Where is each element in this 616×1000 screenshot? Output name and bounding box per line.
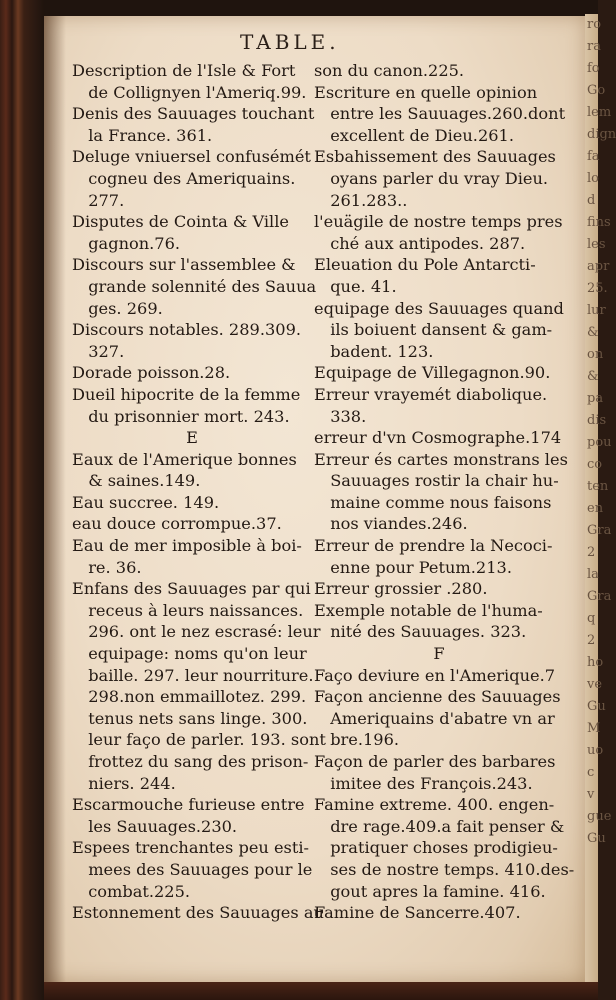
index-entry-line: badent. 123. [314,341,434,361]
index-entry-line: niers. 244. [72,773,176,793]
index-entry-line: erreur d'vn Cosmographe.174 [314,428,562,448]
index-entry-line: imitee des François.243. [314,773,533,793]
adjacent-page-fragment: ra [587,39,601,54]
index-entry-line: son du canon.225. [314,61,465,80]
index-entry-line: ils boiuent dansent & gam- [314,320,553,340]
index-entry-line: Faço deviure en l'Amerique.7 [314,665,556,685]
adjacent-page-fragment: 2 [587,545,596,560]
index-entry-line: Exemple notable de l'huma- [314,600,543,620]
index-entry-line: maine comme nous faisons [314,492,552,512]
index-entry-line: Esbahissement des Sauuages [314,147,556,167]
adjacent-page-fragment: Gu [587,831,606,846]
index-entry-line: que. 41. [314,276,397,296]
index-entry-line: gagnon.76. [72,233,181,253]
index-entry-line: Erreur vrayemét diabolique. [314,384,548,404]
index-entry-line: bre.196. [314,730,400,750]
adjacent-page-fragment: d [587,193,596,208]
index-entry-line: 277. [72,190,125,210]
index-entry-line: grande solennité des Sauua [72,276,317,296]
index-entry-line: les Sauuages.230. [72,816,238,836]
index-entry-line: la France. 361. [72,125,213,145]
index-entry-line: Eaux de l'Amerique bonnes [72,449,297,469]
index-entry-line: Dorade poisson.28. [72,363,231,383]
index-entry-line: dre rage.409.a fait penser & [314,816,565,836]
adjacent-page-fragment: v [587,787,595,802]
adjacent-page-fragment: fa [587,149,600,164]
index-entry-line: Famine extreme. 400. engen- [314,795,555,815]
index-entry-line: ges. 269. [72,298,163,318]
adjacent-page-fragment: & [587,325,599,340]
adjacent-page-fragment: lo [587,171,599,186]
index-entry-line: Discours sur l'assemblee & [72,255,296,275]
index-entry-line: du prisonnier mort. 243. [72,406,290,426]
index-entry-line: tenus nets sans linge. 300. [72,708,308,728]
adjacent-page-fragment: c [587,765,595,780]
index-entry-line: Escarmouche furieuse entre [72,795,305,815]
adjacent-page-fragment: on [587,347,604,362]
right-index-column [314,60,575,924]
adjacent-page-fragment: pa [587,391,604,406]
index-entry-line: Espees trenchantes peu esti- [72,838,310,858]
index-entry-line: receus à leurs naissances. [72,600,304,620]
index-entry-line: 296. ont le nez escrasé: leur [72,622,321,642]
section-letter: E [186,428,198,448]
index-entry-line: Eau de mer imposible à boi- [72,536,302,556]
index-entry-line: gout apres la famine. 416. [314,881,546,901]
index-entry-line: Eau succree. 149. [72,492,220,512]
adjacent-page-fragment: q [587,611,596,626]
adjacent-page-fragment: fo [587,61,600,76]
adjacent-page-fragment: Gra [587,589,612,604]
adjacent-page-fragment: ve [587,677,603,692]
index-entry-line: Denis des Sauuages touchant [72,104,315,124]
index-entry-line: Enfans des Sauuages par qui [72,579,311,599]
index-entry-line: eau douce corrompue.37. [72,514,282,534]
index-entry-line: ché aux antipodes. 287. [314,233,526,253]
index-entry-line: Ameriquains d'abatre vn ar [314,708,555,728]
adjacent-page-fragment: & [587,369,599,384]
index-entry-line: Disputes de Cointa & Ville [72,212,289,232]
index-entry-line: 261.283.. [314,190,408,210]
adjacent-page-fragment: uo [587,743,604,758]
adjacent-page-fragment: lur [587,303,606,318]
adjacent-page-fragment: fins [587,215,611,230]
adjacent-page-fragment: co [587,457,603,472]
index-entry-line: 338. [314,406,367,426]
adjacent-page-fragment: les [587,237,606,252]
adjacent-page-fragment: Gra [587,523,612,538]
left-index-column [72,60,326,924]
adjacent-page-fragment: en [587,501,604,516]
index-entry-line: leur faço de parler. 193. sont [72,730,326,750]
index-entry-line: Famine de Sancerre.407. [314,903,521,923]
adjacent-page-fragment: gue [587,809,612,824]
index-entry-line: oyans parler du vray Dieu. [314,168,549,188]
index-entry-line: Estonnement des Sauuages au [72,903,324,923]
index-entry-line: mees des Sauuages pour le [72,859,313,879]
index-entry-line: Escriture en quelle opinion [314,82,538,102]
index-entry-line: excellent de Dieu.261. [314,125,514,145]
index-entry-line: Discours notables. 289.309. [72,320,302,340]
page-header: TABLE. [240,30,340,54]
index-entry-line: baille. 297. leur nourriture. [72,665,314,685]
adjacent-page-fragment: Gu [587,699,606,714]
index-entry-line: Sauuages rostir la chair hu- [314,471,559,491]
index-entry-line: frottez du sang des prison- [72,752,309,771]
adjacent-page-fragment: ho [587,655,604,670]
index-entry-line: 327. [72,341,125,361]
index-entry-line: de Collignyen l'Ameriq.99. [72,82,307,102]
index-entry-line: re. 36. [72,557,142,577]
index-entry-line: 298.non emmaillotez. 299. [72,687,307,707]
index-entry-line: equipage des Sauuages quand [314,298,564,318]
index-entry-line: ses de nostre temps. 410.des- [314,859,575,879]
adjacent-page-fragment: la [587,567,599,582]
index-entry-line: l'euägile de nostre temps pres [314,212,563,232]
adjacent-page-fragment: 25. [587,281,608,296]
index-entry-line: Dueil hipocrite de la femme [72,384,301,404]
adjacent-page-fragment: ro [587,17,602,32]
index-entry-line: entre les Sauuages.260.dont [314,104,566,124]
index-entry-line: nité des Sauuages. 323. [314,622,527,642]
index-entry-line: combat.225. [72,881,191,901]
index-entry-line: Erreur és cartes monstrans les [314,449,568,469]
index-entry-line: enne pour Petum.213. [314,557,512,577]
book-cover-edge [44,982,598,1000]
index-entry-line: Eleuation du Pole Antarcti- [314,255,536,275]
adjacent-page-fragment: apr [587,259,610,274]
adjacent-page-fragment: 2 [587,633,596,648]
index-entry-line: equipage: noms qu'on leur [72,644,307,664]
adjacent-page-fragment: dis [587,413,607,428]
adjacent-page-fragment: ten [587,479,609,494]
index-entry-line: Erreur de prendre la Necoci- [314,536,553,556]
adjacent-page-fragment: dign [587,127,616,142]
adjacent-page-fragment: pou [587,435,612,450]
adjacent-page-fragment: M [587,721,601,736]
index-entry-line: Façon de parler des barbares [314,752,556,771]
index-entry-line: & saines.149. [72,471,201,491]
index-entry-line: cogneu des Ameriquains. [72,168,296,188]
index-entry-line: Deluge vniuersel confusémét [72,147,311,167]
adjacent-page-edge [585,14,616,984]
binding-gutter [44,16,66,982]
adjacent-page-fragment: lem [587,105,612,120]
index-entry-line: Façon ancienne des Sauuages [314,687,561,707]
section-letter: F [433,644,445,664]
index-entry-line: Description de l'Isle & Fort [72,61,296,80]
adjacent-page-fragment: Go [587,83,606,98]
index-entry-line: Erreur grossier .280. [314,579,488,599]
index-entry-line: pratiquer choses prodigieu- [314,838,558,858]
index-entry-line: Equipage de Villegagnon.90. [314,363,551,383]
index-entry-line: nos viandes.246. [314,514,468,534]
